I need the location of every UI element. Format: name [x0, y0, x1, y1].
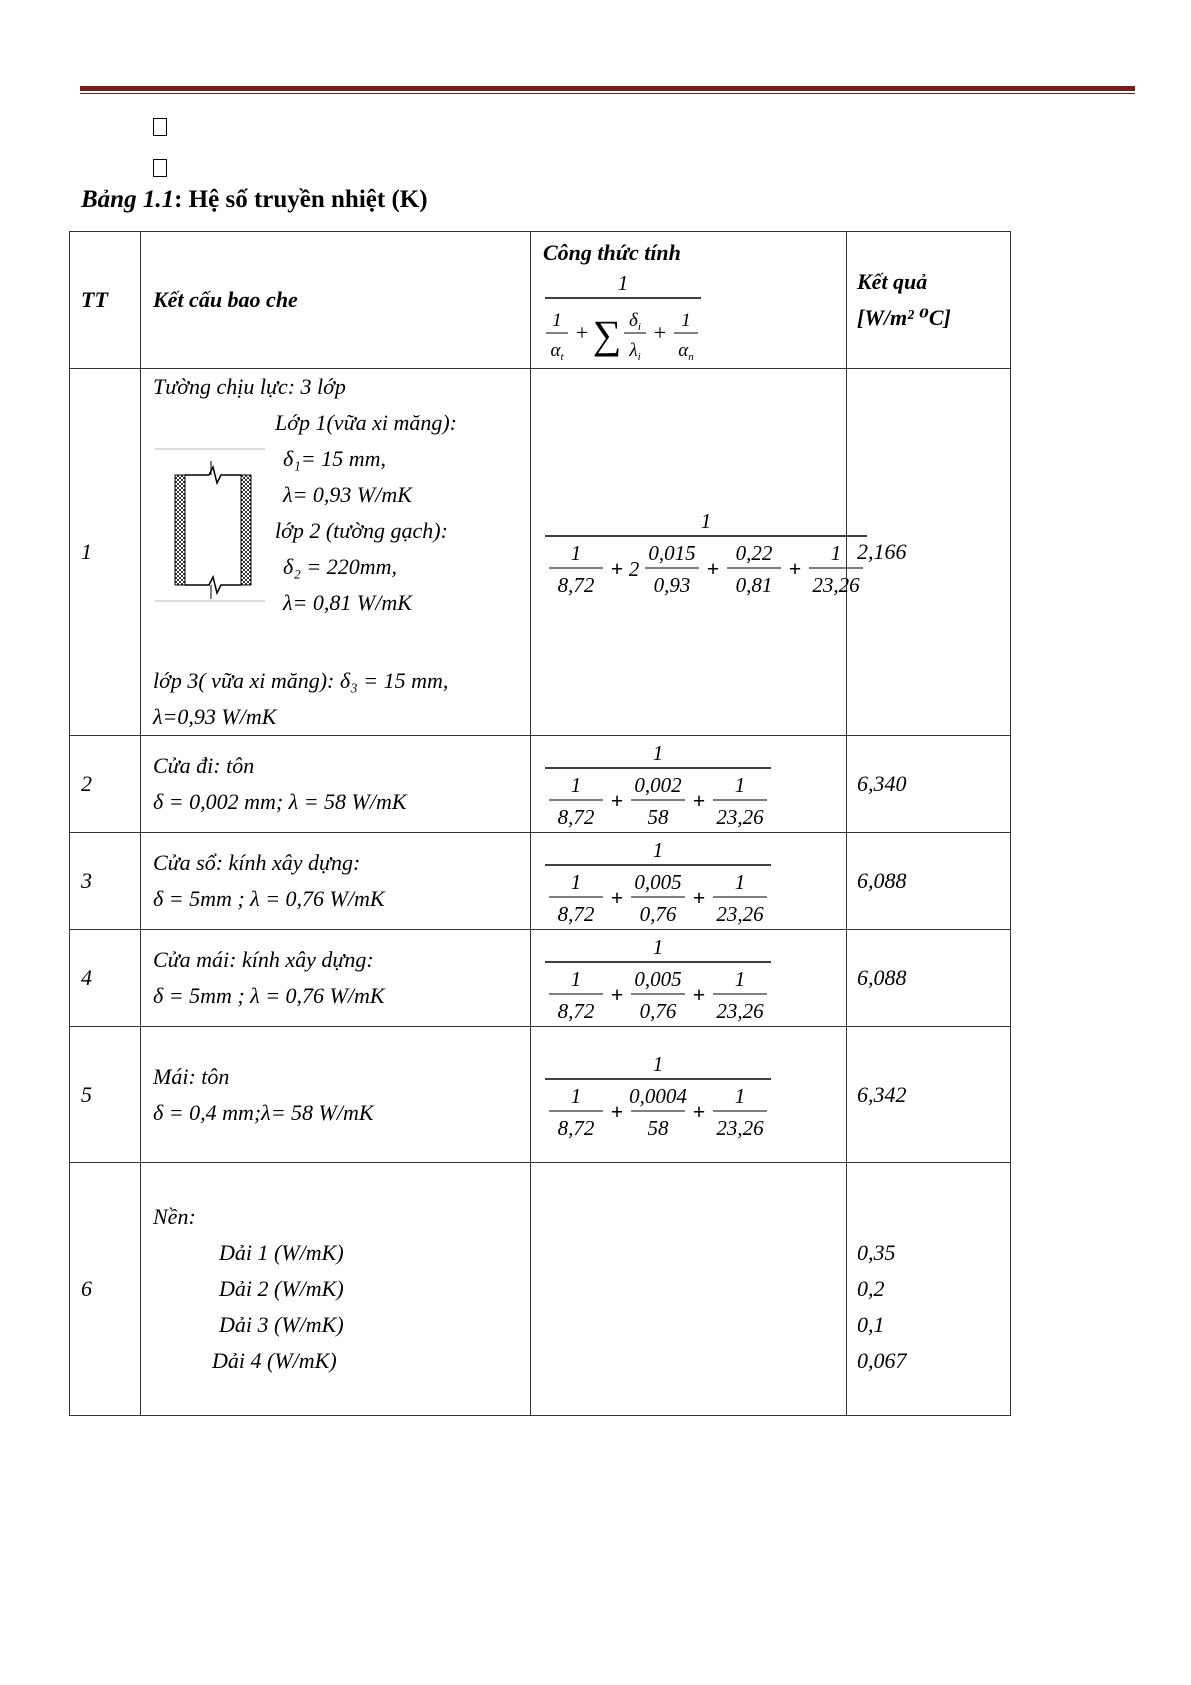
table-header-row [70, 232, 1011, 369]
table-row [70, 930, 1011, 1027]
floor-strip-1: Dải 1 (W/mK) [219, 1240, 344, 1265]
structure-line: δ = 5mm ; λ = 0,76 W/mK [153, 983, 385, 1008]
formula-coefficient: 2 [628, 557, 640, 581]
formula-term-numerator: 1 [734, 773, 746, 797]
row-number: 3 [70, 833, 141, 930]
header-rule-thin [80, 93, 1135, 94]
row-structure [141, 1027, 531, 1163]
formula-plus: + [706, 556, 720, 581]
layer-1-conductivity: λ= 0,93 W/mK [283, 482, 412, 507]
structure-line: δ = 0,4 mm;λ= 58 W/mK [153, 1099, 374, 1125]
formula-term-denominator: 8,72 [557, 805, 595, 829]
structure-line: Mái: tôn [153, 1063, 230, 1089]
row-result: 6,088 [847, 930, 1011, 1027]
row-result: 2,166 [847, 369, 1011, 736]
formula-sigma: ∑ [592, 312, 622, 357]
formula-numerator: 1 [617, 271, 629, 295]
formula-numerator: 1 [652, 838, 664, 862]
layer-2-thickness: δ₂ = 220mm, [283, 554, 397, 579]
formula-term-denominator: 0,76 [639, 999, 677, 1023]
floor-result-4: 0,067 [857, 1348, 907, 1373]
row-formula [543, 736, 773, 832]
floor-strip-4: Dải 4 (W/mK) [212, 1348, 337, 1373]
header-formula-cell [531, 232, 847, 369]
row-result: 6,088 [847, 833, 1011, 930]
formula-term-numerator: 1 [734, 967, 746, 991]
formula-plus: + [610, 556, 624, 581]
row-result: 6,340 [847, 736, 1011, 833]
formula-term-numerator: 1 [570, 870, 582, 894]
table-row [70, 833, 1011, 930]
row-number: 4 [70, 930, 141, 1027]
floor-label: Nền: [153, 1204, 196, 1229]
header-result [847, 232, 1011, 369]
formula-alpha-n: $\alpha_n$ [678, 340, 694, 360]
formula-alpha-t: $\alpha_t$ [550, 340, 564, 360]
formula-term-numerator: 1 [570, 967, 582, 991]
formula-term-numerator: 0,015 [648, 541, 696, 565]
formula-numerator: 1 [652, 1051, 664, 1076]
formula-plus: + [575, 320, 589, 345]
wall-section-icon [155, 445, 267, 605]
formula-term-denominator: 23,26 [812, 573, 860, 597]
structure-line: δ = 5mm ; λ = 0,76 W/mK [153, 886, 385, 911]
formula-term-numerator: 0,005 [634, 870, 682, 894]
row-formula [543, 1047, 773, 1143]
header-result-line2: [W/m² ⁰C] [857, 305, 951, 330]
row-number: 6 [70, 1163, 141, 1416]
layer-3-title: lớp 3( vữa xi măng): δ₃ = 15 mm, [153, 668, 449, 693]
formula-term-num: 1 [552, 310, 562, 331]
formula-term-denominator: 8,72 [557, 573, 595, 597]
formula-plus: + [610, 788, 624, 813]
formula-plus: + [692, 982, 706, 1007]
floor-strip-2: Dải 2 (W/mK) [219, 1276, 344, 1301]
header-structure: Kết cấu bao che [141, 232, 531, 369]
row-result [847, 1163, 1011, 1416]
formula-term-numerator: 1 [570, 1083, 582, 1108]
formula-term-denominator: 58 [647, 805, 669, 829]
formula-term-numerator: 0,22 [735, 541, 773, 565]
layer-1-title: Lớp 1(vữa xi măng): [275, 410, 457, 435]
table-caption [81, 186, 428, 214]
row-formula-cell [531, 369, 860, 736]
formula-plus: + [788, 556, 802, 581]
floor-result-2: 0,2 [857, 1276, 885, 1301]
wall-layer-text [275, 405, 457, 621]
formula-plus: + [610, 1098, 624, 1124]
table-row [70, 736, 1011, 833]
formula-term-numerator: 1 [830, 541, 842, 565]
formula-term-denominator: 0,93 [653, 573, 691, 597]
general-formula [543, 266, 703, 360]
floor-strip-3: Dải 3 (W/mK) [219, 1312, 344, 1337]
formula-term-numerator: 0,0004 [629, 1083, 687, 1108]
missing-glyph-icon [153, 118, 167, 136]
structure-line: Cửa sổ: kính xây dựng: [153, 850, 361, 875]
formula-plus: + [610, 885, 624, 910]
formula-plus: + [692, 1098, 706, 1124]
structure-line: Cửa mái: kính xây dựng: [153, 947, 374, 972]
formula-term-denominator: 8,72 [557, 902, 595, 926]
layer-2-conductivity: λ= 0,81 W/mK [283, 590, 412, 615]
floor-result-1: 0,35 [857, 1240, 896, 1265]
formula-term-denominator: 8,72 [557, 999, 595, 1023]
row-formula [543, 504, 869, 600]
row-formula-cell [531, 833, 847, 930]
header-result-line1: Kết quả [857, 269, 928, 294]
header-rule [80, 86, 1135, 91]
row-formula-cell [531, 930, 847, 1027]
formula-plus: + [692, 885, 706, 910]
formula-term-denominator: 23,26 [716, 999, 764, 1023]
formula-term-denominator: 23,26 [716, 902, 764, 926]
row-structure [141, 833, 531, 930]
row-structure [141, 930, 531, 1027]
formula-delta-i: $\delta_i$ [629, 310, 641, 333]
row-number: 2 [70, 736, 141, 833]
formula-numerator: 1 [652, 741, 664, 765]
floor-result-3: 0,1 [857, 1312, 885, 1337]
formula-lambda-i: $\lambda_i$ [629, 340, 641, 360]
table-row [70, 369, 1011, 736]
formula-term-numerator: 1 [570, 541, 582, 565]
row-structure [141, 369, 531, 736]
row-formula-cell [531, 1027, 847, 1163]
layer-2-title: lớp 2 (tường gạch): [275, 518, 448, 543]
missing-glyph-icon [153, 159, 167, 177]
layer-1-thickness: δ₁= 15 mm, [283, 446, 386, 471]
table-row [70, 1027, 1011, 1163]
table-row [70, 1163, 1011, 1416]
formula-term-denominator: 23,26 [716, 805, 764, 829]
row-number: 5 [70, 1027, 141, 1163]
row-formula-cell [531, 736, 847, 833]
header-formula-title: Công thức tính [543, 240, 681, 265]
formula-term-denominator: 58 [647, 1115, 669, 1140]
header-tt: TT [70, 232, 141, 369]
formula-term-numerator: 0,005 [634, 967, 682, 991]
row-formula [543, 930, 773, 1026]
row-formula-cell [531, 1163, 847, 1416]
formula-term-denominator: 8,72 [557, 1115, 595, 1140]
layer-3-conductivity: λ=0,93 W/mK [153, 704, 277, 729]
row-structure [141, 736, 531, 833]
formula-term-numerator: 1 [570, 773, 582, 797]
formula-plus: + [692, 788, 706, 813]
wall-title: Tường chịu lực: 3 lớp [153, 374, 346, 399]
structure-line: δ = 0,002 mm; λ = 58 W/mK [153, 789, 407, 814]
structure-line: Cửa đi: tôn [153, 753, 255, 778]
formula-term-num: 1 [681, 310, 691, 331]
heat-transfer-table [69, 231, 1011, 1416]
caption-label: Bảng 1.1 [81, 186, 175, 213]
formula-term-denominator: 23,26 [716, 1115, 764, 1140]
wall-layers [153, 405, 530, 663]
formula-term-denominator: 0,81 [735, 573, 773, 597]
formula-term-numerator: 1 [734, 1083, 746, 1108]
formula-numerator: 1 [700, 509, 712, 533]
formula-term-numerator: 0,002 [634, 773, 682, 797]
formula-plus: + [653, 320, 667, 345]
formula-term-numerator: 1 [734, 870, 746, 894]
row-result: 6,342 [847, 1027, 1011, 1163]
caption-text: : Hệ số truyền nhiệt (K) [174, 186, 428, 213]
row-number: 1 [70, 369, 141, 736]
row-structure [141, 1163, 531, 1416]
formula-plus: + [610, 982, 624, 1007]
formula-numerator: 1 [652, 935, 664, 959]
formula-term-denominator: 0,76 [639, 902, 677, 926]
row-formula [543, 833, 773, 929]
